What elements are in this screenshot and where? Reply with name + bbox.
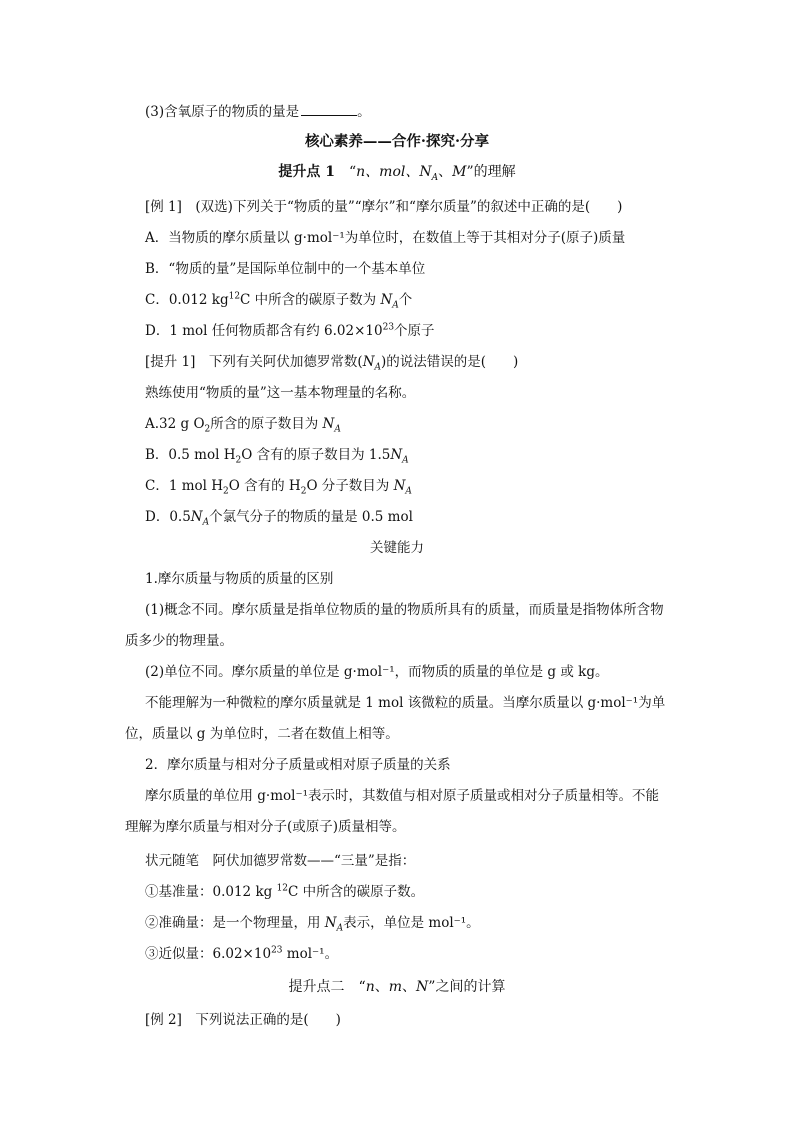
point-1-label: 提升点 1 <box>278 164 335 180</box>
upgrade-1 <box>145 353 518 371</box>
point-1-M: M <box>452 164 467 180</box>
ex1-d-text1: D．1 mol 任何物质都含有约 6.02×10 <box>145 323 383 339</box>
key-1-1b: 质多少的物理量。 <box>125 633 233 649</box>
note-1 <box>145 883 424 901</box>
upgrade-1-option-b <box>145 446 409 464</box>
up1-b-sub: 2 <box>235 455 242 466</box>
up1-A: A <box>374 362 381 373</box>
point-2-suffix: ”之间的计算 <box>428 979 506 995</box>
upgrade-1-option-d <box>145 508 413 526</box>
point-1-title <box>0 163 794 181</box>
up1-b-A: A <box>402 455 409 466</box>
hint: 熟练使用“物质的量”这一基本物理量的名称。 <box>145 385 416 401</box>
up1-c-text1: C．1 mol H <box>145 478 224 494</box>
point-2-prefix: 提升点二 “ <box>288 979 366 995</box>
note-1-text2: C 中所含的碳原子数。 <box>288 884 425 900</box>
up1-c-sub1: 2 <box>223 486 229 497</box>
key-2-a: 摩尔质量的单位用 g·mol⁻¹表示时，其数值与相对原子质量或相对分子质量相等。不能 <box>145 788 660 804</box>
up1-d-text2: 个氯气分子的物质的量是 0.5 mol <box>209 509 413 525</box>
up1-a-text2: 所含的原子数目为 <box>210 416 323 432</box>
key-1: 1.摩尔质量与物质的质量的区别 <box>145 571 334 587</box>
point-1-A: A <box>431 172 439 183</box>
ex1-c-A: A <box>392 300 399 311</box>
point-1-N: N <box>419 164 432 180</box>
point-1-sep: 、 <box>438 164 453 180</box>
example-1-option-b: B．“物质的量”是国际单位制中的一个基本单位 <box>145 261 426 277</box>
answer-blank[interactable] <box>301 103 357 116</box>
note-2-N: N <box>324 915 337 931</box>
ex1-c-text2: C 中所含的碳原子数为 <box>240 292 381 308</box>
key-1-1a: (1)概念不同。摩尔质量是指单位物质的量的物质所具有的质量，而质量是指物体所含物 <box>145 602 664 618</box>
upgrade-1-option-a <box>145 415 341 433</box>
note-3-sup: 23 <box>271 945 283 956</box>
key-2: 2．摩尔质量与相对分子质量或相对原子质量的关系 <box>145 757 451 773</box>
ex1-d-text2: 个原子 <box>394 323 435 339</box>
up1-c-sub2: 2 <box>300 486 307 497</box>
point-2-sep2: 、 <box>402 979 417 995</box>
example-1: [例 1] (双选)下列关于“物质的量”“摩尔”和“摩尔质量”的叙述中正确的是( ) <box>145 199 623 215</box>
note-3-text1: ③近似量：6.02×10 <box>145 946 272 962</box>
note-2-text1: ②准确量：是一个物理量，用 <box>145 915 325 931</box>
up1-b-text1: B．0.5 mol H <box>145 447 236 463</box>
key-1-3b: 位，质量以 g 为单位时，二者在数值上相等。 <box>125 726 399 742</box>
up1-a-A: A <box>334 424 341 435</box>
section-title: 核心素养——合作·探究·分享 <box>304 133 490 150</box>
note-1-text1: ①基准量：0.012 kg <box>145 884 277 900</box>
up1-text2: )的说法错误的是( ) <box>381 354 519 370</box>
question-3 <box>145 103 371 121</box>
key-ability-heading: 关键能力 <box>370 540 424 556</box>
example-1-option-c <box>145 291 412 309</box>
up1-d-text1: D．0.5 <box>145 509 191 525</box>
point-2-title <box>0 978 794 996</box>
up1-a-sub: 2 <box>204 424 211 435</box>
point-2-m: m <box>388 979 403 995</box>
key-1-2: (2)单位不同。摩尔质量的单位是 g·mol⁻¹，而物质的质量的单位是 g 或 kg。 <box>145 664 609 680</box>
point-2-sep1: 、 <box>374 979 389 995</box>
up1-d-N: N <box>190 509 203 525</box>
up1-d-A: A <box>202 517 210 528</box>
note-1-sup: 12 <box>276 883 289 894</box>
note-title: 状元随笔 阿伏加德罗常数——“三量”是指： <box>145 853 416 869</box>
key-2-b: 理解为摩尔质量与相对分子(或原子)质量相等。 <box>125 819 406 835</box>
point-2-N: N <box>416 979 429 995</box>
example-2: [例 2] 下列说法正确的是( ) <box>145 1012 341 1028</box>
upgrade-1-option-c <box>145 477 412 495</box>
up1-b-N: N <box>390 447 403 463</box>
ex1-c-text1: C．0.012 kg <box>145 292 229 308</box>
note-3-text2: mol⁻¹。 <box>282 946 339 962</box>
up1-a-N: N <box>322 416 335 432</box>
example-1-option-a: A．当物质的摩尔质量以 g·mol⁻¹为单位时，在数值上等于其相对分子(原子)质量 <box>145 230 626 246</box>
key-1-3a: 不能理解为一种微粒的摩尔质量就是 1 mol 该微粒的质量。当摩尔质量以 g·mol⁻¹为单 <box>145 695 666 711</box>
up1-N: N <box>362 354 375 370</box>
up1-c-A: A <box>405 486 412 497</box>
ex1-c-sup: 12 <box>228 291 241 302</box>
up1-c-N: N <box>393 478 406 494</box>
note-2-text2: 表示，单位是 mol⁻¹。 <box>343 915 480 931</box>
ex1-c-N: N <box>380 292 393 308</box>
up1-text1: [提升 1] 下列有关阿伏加德罗常数( <box>145 354 363 370</box>
ex1-c-text3: 个 <box>398 292 413 308</box>
note-2-A: A <box>336 923 344 934</box>
point-1-terms: n、mol、 <box>356 164 420 180</box>
point-2-n: n <box>365 979 375 995</box>
up1-b-text2: O 含有的原子数目为 1.5 <box>241 447 391 463</box>
example-1-option-d <box>145 322 435 340</box>
question-3-end: 。 <box>357 104 371 120</box>
note-2 <box>145 914 480 932</box>
point-1-suffix: ”的理解 <box>466 164 516 180</box>
up1-c-text2: O 含有的 H <box>228 478 301 494</box>
quote-open: “ <box>348 164 357 180</box>
up1-a-text1: A.32 g O <box>145 416 205 432</box>
note-3 <box>145 945 338 963</box>
question-3-text: (3)含氧原子的物质的量是 <box>145 104 300 120</box>
up1-c-text3: O 分子数目为 <box>306 478 394 494</box>
ex1-d-sup: 23 <box>382 322 395 333</box>
